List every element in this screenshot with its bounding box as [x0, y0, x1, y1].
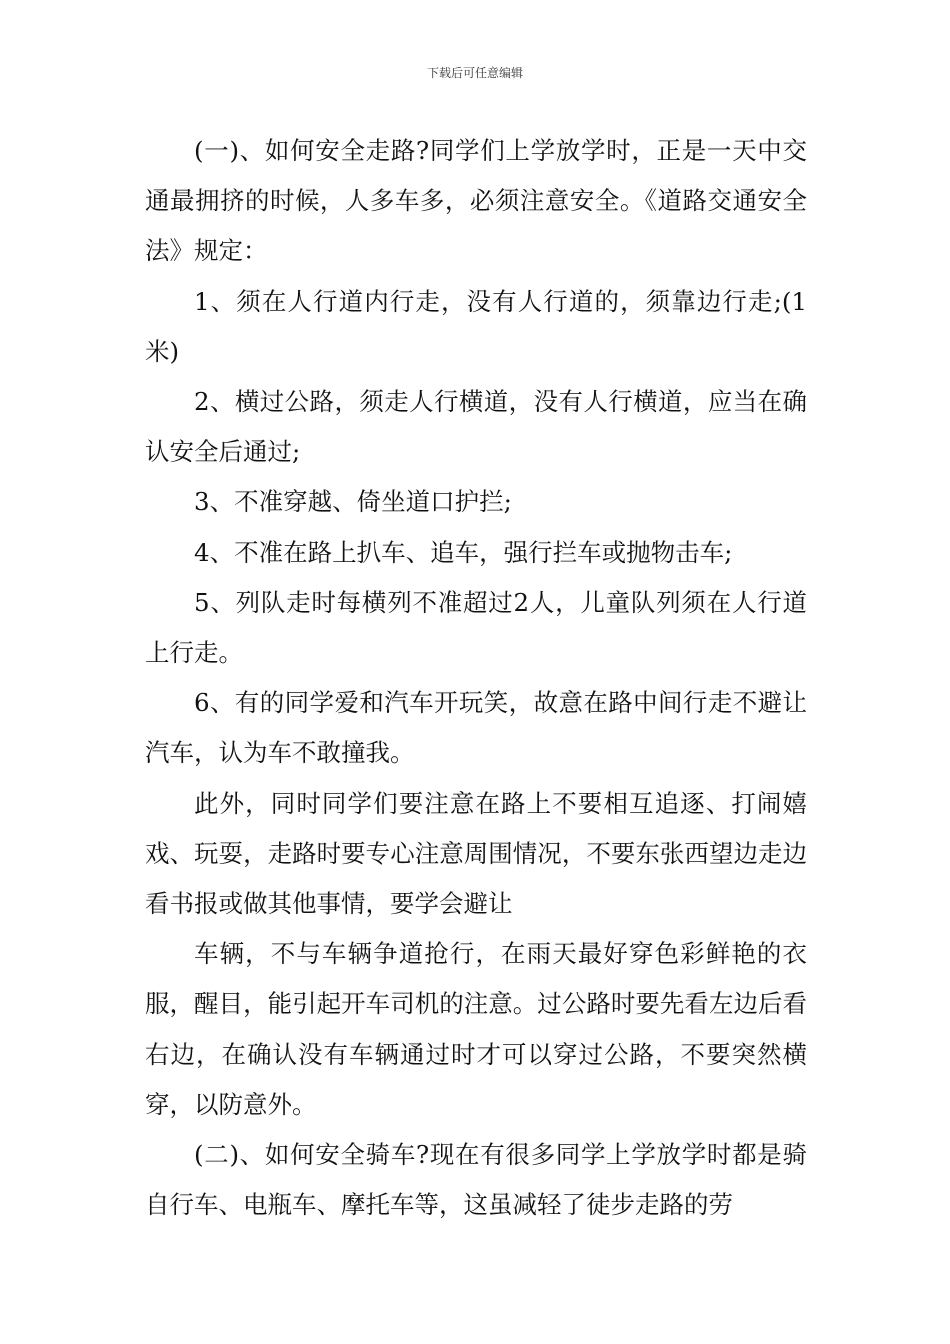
paragraph-cycling-intro: (二)、如何安全骑车?现在有很多同学上学放学时都是骑自行车、电瓶车、摩托车等，这虽减轻了徒步走路的劳	[145, 1140, 807, 1220]
paragraph-rule-4: 4、不准在路上扒车、追车，强行拦车或抛物击车;	[194, 537, 733, 567]
paragraph-additional-advice: 此外，同时同学们要注意在路上不要相互追逐、打闹嬉戏、玩耍，走路时要专心注意周围情况，不要东张西望边走边看书报或做其他事情，要学会避让	[145, 788, 807, 919]
paragraph-walking-intro: (一)、如何安全走路?同学们上学放学时，正是一天中交通最拥挤的时候，人多车多，必须注意安全。《道路交通安全法》规定：	[145, 136, 807, 266]
paragraph-rule-3: 3、不准穿越、倚坐道口护拦;	[194, 487, 512, 517]
paragraph-rule-1: 1、须在人行道内行走，没有人行道的，须靠边行走;(1米)	[145, 286, 807, 366]
body-text	[145, 126, 807, 1230]
header-note: 下载后可任意编辑	[426, 66, 523, 80]
paragraph-rule-6: 6、有的同学爱和汽车开玩笑，故意在路中间行走不避让汽车，认为车不敢撞我。	[145, 688, 807, 768]
paragraph-vehicle-safety: 车辆，不与车辆争道抢行，在雨天最好穿色彩鲜艳的衣服，醒目，能引起开车司机的注意。过公路时要先看左边后看右边，在确认没有车辆通过时才可以穿过公路，不要突然横穿，以防意外。	[145, 939, 807, 1119]
paragraph-rule-2: 2、横过公路，须走人行横道，没有人行横道，应当在确认安全后通过;	[145, 387, 807, 467]
paragraph-rule-5: 5、列队走时每横列不准超过2人，儿童队列须在人行道上行走。	[145, 587, 807, 668]
